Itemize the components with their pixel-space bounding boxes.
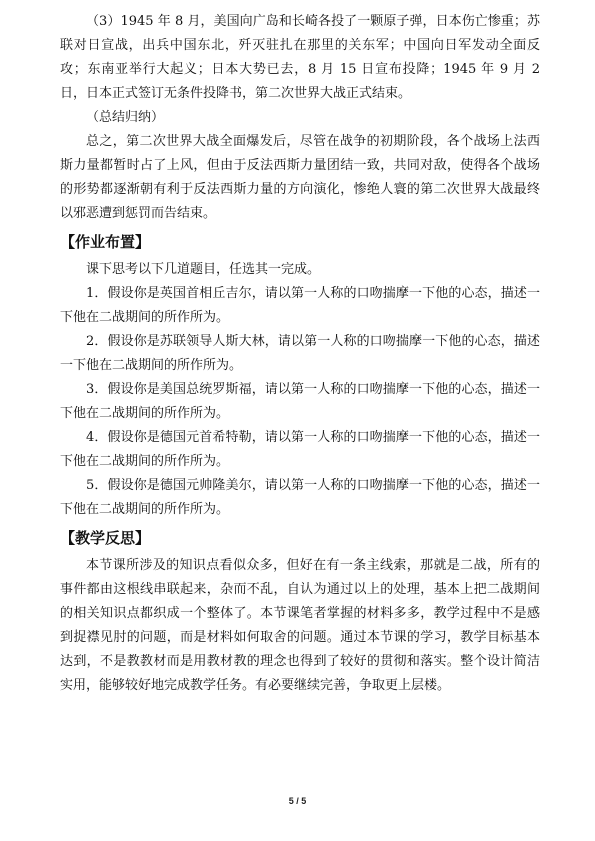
page-number: 5 / 5	[288, 796, 307, 806]
reflection-heading: 【教学反思】	[60, 529, 151, 547]
homework-item-2: 2．假设你是苏联领导人斯大林，请以第一人称的口吻揣摩一下他的心态，描述一下他在二战期间的所作所为。	[60, 334, 540, 373]
summary-item-3: （3）1945 年 8 月，美国向广岛和长崎各投了一颗原子弹，日本伤亡惨重；苏联对日宣战，出兵中国东北，歼灭驻扎在那里的关东军；中国向日军发动全面反攻；东南亚举行大起义；日本大势已去，8 月 15 日宣布投降；1945 年 9 月 2 日，日本正式签订无条件投降书，第二次世界大战正式结束。	[60, 14, 540, 101]
conclusion-label: （总结归纳）	[86, 110, 165, 125]
homework-item-5: 5．假设你是德国元帅隆美尔，请以第一人称的口吻揣摩一下他的心态，描述一下他在二战期间的所作所为。	[60, 478, 540, 517]
homework-heading: 【作业布置】	[60, 233, 151, 251]
document-body	[60, 10, 540, 698]
homework-intro: 课下思考以下几道题目，任选其一完成。	[86, 262, 321, 277]
reflection-paragraph: 本节课所涉及的知识点看似众多，但好在有一条主线索，那就是二战，所有的事件都由这根线串联起来，杂而不乱，自认为通过以上的处理，基本上把二战期间的相关知识点都织成一个整体了。本节课笔者掌握的材料多多，教学过程中不是感到捉襟见肘的问题，而是材料如何取舍的问题。通过本节课的学习，教学目标基本达到，不是教教材而是用教材教的理念也得到了较好的贯彻和落实。整个设计简洁实用，能够较好地完成教学任务。有必要继续完善，争取更上层楼。	[60, 558, 540, 693]
homework-item-1: 1．假设你是英国首相丘吉尔，请以第一人称的口吻揣摩一下他的心态，描述一下他在二战期间的所作所为。	[60, 286, 540, 325]
homework-item-3: 3．假设你是美国总统罗斯福，请以第一人称的口吻揣摩一下他的心态，描述一下他在二战期间的所作所为。	[60, 382, 540, 421]
homework-item-4: 4．假设你是德国元首希特勒，请以第一人称的口吻揣摩一下他的心态，描述一下他在二战期间的所作所为。	[60, 430, 540, 469]
conclusion-paragraph: 总之，第二次世界大战全面爆发后，尽管在战争的初期阶段，各个战场上法西斯力量都暂时占了上风，但由于反法西斯力量团结一致，共同对敌，使得各个战场的形势都逐渐朝有利于反法西斯力量的方向演化，惨绝人寰的第二次世界大战最终以邪恶遭到惩罚而告结束。	[60, 134, 540, 221]
